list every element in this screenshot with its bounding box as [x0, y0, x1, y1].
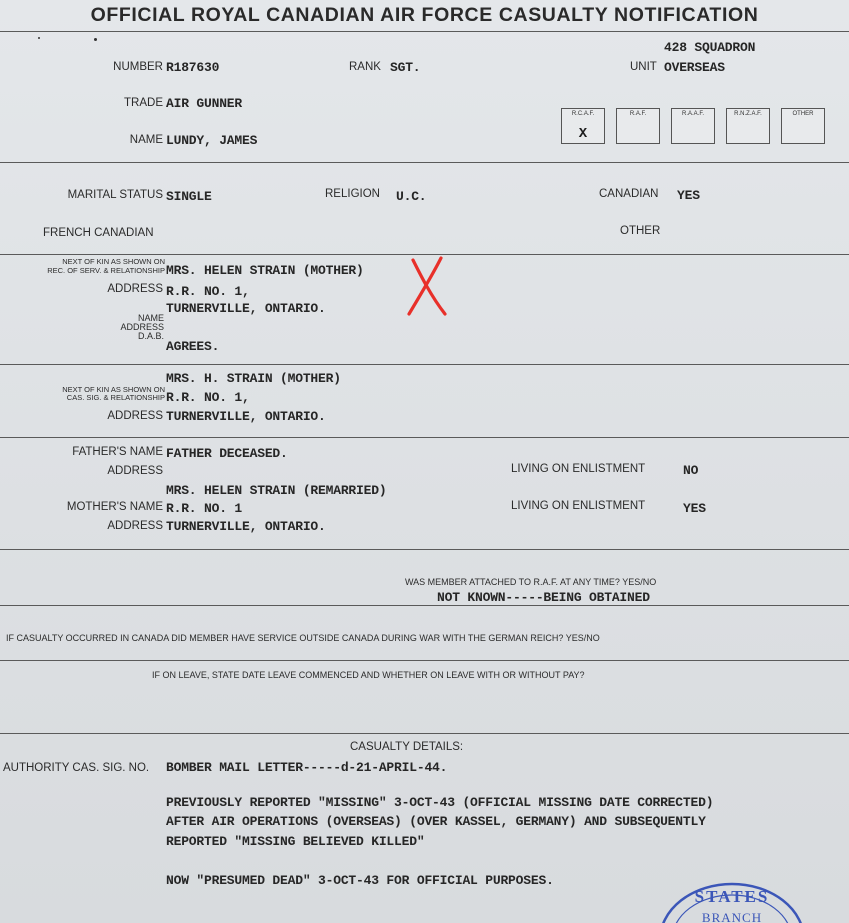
nok-cas-address-2: TURNERVILLE, ONTARIO.	[166, 409, 326, 424]
nok-cas-label-1: NEXT OF KIN AS SHOWN ON	[62, 385, 165, 394]
service-box-label: R.A.A.F.	[681, 111, 704, 117]
form-title: OFFICIAL ROYAL CANADIAN AIR FORCE CASUALTY NOTIFICATION	[90, 4, 759, 26]
nok-cas-address-1: R.R. NO. 1,	[166, 390, 250, 405]
stamp-sub-text: BRANCH	[701, 910, 763, 923]
rank-label: RANK	[349, 61, 381, 73]
unit-line2: OVERSEAS	[664, 60, 725, 75]
mother-name-value: MRS. HELEN STRAIN (REMARRIED)	[166, 483, 387, 498]
service-box-label: OTHER	[792, 111, 814, 117]
trade-value: AIR GUNNER	[166, 96, 243, 111]
divider-1	[0, 31, 849, 32]
canadian-value: YES	[677, 188, 700, 203]
trade-label: TRADE	[124, 97, 163, 109]
religion-value: U.C.	[396, 189, 427, 204]
service-box-raf[interactable]	[616, 108, 660, 144]
other-label: OTHER	[620, 225, 661, 237]
father-name-value: FATHER DECEASED.	[166, 446, 288, 461]
canadian-label: CANADIAN	[599, 188, 659, 200]
raf-attachment-question: WAS MEMBER ATTACHED TO R.A.F. AT ANY TIME? YES/NO	[405, 577, 657, 587]
divider-3	[0, 254, 849, 255]
nok-cas-label-2: CAS. SIG. & RELATIONSHIP	[66, 393, 165, 402]
living-on-enlistment-label-2: LIVING ON ENLISTMENT	[511, 500, 646, 512]
service-box-label: R.A.F.	[629, 111, 647, 117]
service-box-raaf[interactable]	[671, 108, 715, 144]
authority-label: AUTHORITY CAS. SIG. NO.	[3, 762, 150, 774]
service-box-label: R.C.A.F.	[571, 111, 595, 117]
divider-4	[0, 364, 849, 365]
religion-label: RELIGION	[325, 188, 380, 200]
living-on-enlistment-value-1: NO	[683, 463, 699, 478]
service-outside-canada-question: IF CASUALTY OCCURRED IN CANADA DID MEMBER HAVE SERVICE OUTSIDE CANADA DURING WAR WITH THE GERMAN REICH? YES/NO	[6, 633, 600, 643]
mother-address-label: ADDRESS	[107, 520, 163, 532]
nok-service-label-1: NEXT OF KIN AS SHOWN ON	[62, 257, 165, 266]
speck	[38, 37, 40, 39]
dab-label-1: NAME	[137, 313, 164, 323]
divider-8	[0, 660, 849, 661]
casualty-detail-line-3: REPORTED "MISSING BELIEVED KILLED"	[166, 834, 425, 849]
nok-service-address-label: ADDRESS	[107, 283, 163, 295]
nok-cas-value: MRS. H. STRAIN (MOTHER)	[166, 371, 341, 386]
divider-5	[0, 437, 849, 438]
living-on-enlistment-label-1: LIVING ON ENLISTMENT	[511, 463, 646, 475]
unit-line1: 428 SQUADRON	[664, 40, 756, 55]
speck	[94, 38, 97, 41]
dab-value: AGREES.	[166, 339, 220, 354]
raf-attachment-answer: NOT KNOWN-----BEING OBTAINED	[437, 590, 650, 605]
mother-name-label: MOTHER'S NAME	[66, 501, 163, 513]
french-canadian-label: FRENCH CANADIAN	[43, 227, 154, 239]
service-box-other[interactable]	[781, 108, 825, 144]
dab-label-3: D.A.B.	[137, 331, 164, 341]
service-box-mark: X	[578, 126, 588, 142]
casualty-detail-line-1: PREVIOUSLY REPORTED "MISSING" 3-OCT-43 (OFFICIAL MISSING DATE CORRECTED)	[166, 795, 714, 810]
rank-value: SGT.	[390, 60, 421, 75]
name-label: NAME	[129, 134, 163, 146]
stamp-top-text: STATES	[694, 887, 770, 906]
dab-label-2: ADDRESS	[120, 322, 164, 332]
casualty-details-heading: CASUALTY DETAILS:	[350, 741, 464, 753]
service-box-rnzaf[interactable]	[726, 108, 770, 144]
unit-label: UNIT	[630, 61, 657, 73]
nok-service-address-1: R.R. NO. 1,	[166, 284, 250, 299]
red-x-mark-icon	[405, 256, 449, 318]
father-name-label: FATHER'S NAME	[72, 446, 163, 458]
casualty-detail-line-4: NOW "PRESUMED DEAD" 3-OCT-43 FOR OFFICIAL PURPOSES.	[166, 873, 554, 888]
casualty-detail-line-2: AFTER AIR OPERATIONS (OVERSEAS) (OVER KASSEL, GERMANY) AND SUBSEQUENTLY	[166, 814, 706, 829]
divider-6	[0, 549, 849, 550]
father-address-label: ADDRESS	[107, 465, 163, 477]
marital-status-label: MARITAL STATUS	[67, 189, 163, 201]
service-box-label: R.N.Z.A.F.	[734, 111, 762, 117]
number-value: R187630	[166, 60, 220, 75]
number-label: NUMBER	[113, 61, 163, 73]
divider-2	[0, 162, 849, 163]
leave-question: IF ON LEAVE, STATE DATE LEAVE COMMENCED AND WHETHER ON LEAVE WITH OR WITHOUT PAY?	[152, 670, 585, 680]
mother-address-2: TURNERVILLE, ONTARIO.	[166, 519, 326, 534]
nok-service-value: MRS. HELEN STRAIN (MOTHER)	[166, 263, 364, 278]
name-value: LUNDY, JAMES	[166, 133, 258, 148]
divider-9	[0, 733, 849, 734]
marital-status-value: SINGLE	[166, 189, 212, 204]
nok-cas-address-label: ADDRESS	[107, 410, 163, 422]
branch-stamp-icon	[652, 880, 812, 923]
nok-service-address-2: TURNERVILLE, ONTARIO.	[166, 301, 326, 316]
authority-value: BOMBER MAIL LETTER-----d-21-APRIL-44.	[166, 760, 448, 775]
mother-address-1: R.R. NO. 1	[166, 501, 243, 516]
service-box-rcaf[interactable]	[561, 108, 605, 144]
nok-service-label-2: REC. OF SERV. & RELATIONSHIP	[47, 266, 165, 275]
divider-7	[0, 605, 849, 606]
living-on-enlistment-value-2: YES	[683, 501, 706, 516]
